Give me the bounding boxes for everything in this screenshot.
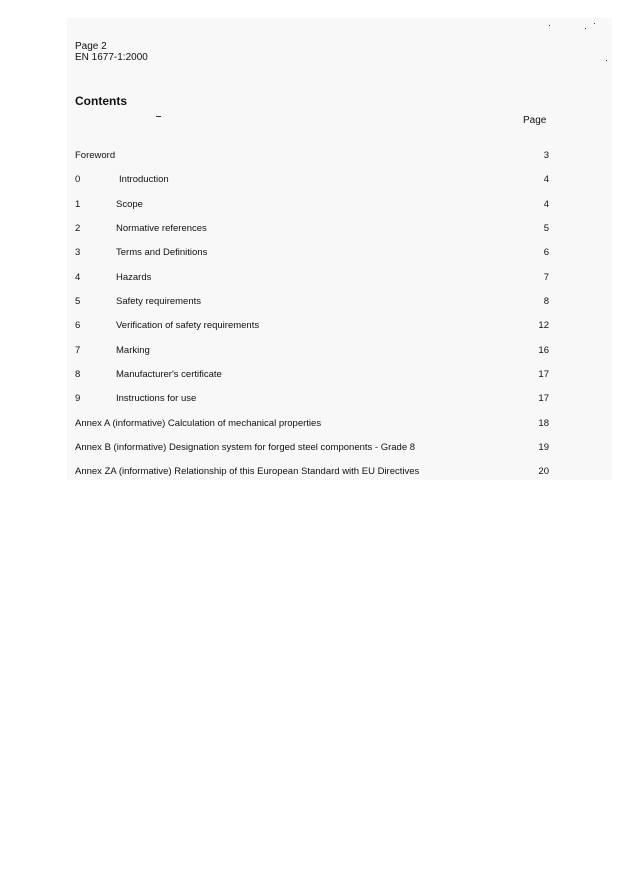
scan-speck bbox=[606, 60, 607, 61]
scan-speck bbox=[156, 116, 161, 117]
toc-label: Introduction bbox=[119, 174, 169, 185]
toc-page: 4 bbox=[543, 199, 549, 210]
toc-row[interactable] bbox=[0, 369, 618, 383]
toc-page: 17 bbox=[538, 369, 549, 380]
toc-page: 3 bbox=[543, 150, 549, 161]
toc-row[interactable] bbox=[0, 466, 618, 480]
toc-label: Annex A (informative) Calculation of mechanical properties bbox=[75, 418, 322, 429]
toc-row[interactable] bbox=[0, 247, 618, 261]
toc-label: Terms and Definitions bbox=[116, 247, 208, 258]
toc-page: 12 bbox=[538, 320, 549, 331]
toc-page: 20 bbox=[538, 466, 549, 477]
toc-row[interactable] bbox=[0, 442, 618, 456]
toc-row[interactable] bbox=[0, 296, 618, 310]
standard-number: EN 1677-1:2000 bbox=[75, 52, 148, 63]
toc-row[interactable] bbox=[0, 223, 618, 237]
toc-label: Annex ZA (informative) Relationship of this European Standard with EU Directives bbox=[75, 466, 420, 477]
toc-page: 16 bbox=[538, 345, 549, 356]
toc-number: 2 bbox=[75, 223, 81, 234]
toc-row[interactable] bbox=[0, 272, 618, 286]
toc-label: Instructions for use bbox=[116, 393, 197, 404]
toc-label: Manufacturer's certificate bbox=[116, 369, 222, 380]
toc-label: Normative references bbox=[116, 223, 207, 234]
toc-number: 6 bbox=[75, 320, 81, 331]
toc-number: 0 bbox=[75, 174, 81, 185]
toc-label: Verification of safety requirements bbox=[116, 320, 260, 331]
toc-label: Foreword bbox=[75, 150, 116, 161]
toc-page: 19 bbox=[538, 442, 549, 453]
toc-row[interactable] bbox=[0, 393, 618, 407]
toc-row[interactable] bbox=[0, 199, 618, 213]
page-header bbox=[75, 41, 148, 63]
scan-speck bbox=[585, 28, 586, 29]
toc-number: 9 bbox=[75, 393, 81, 404]
toc-page: 18 bbox=[538, 418, 549, 429]
toc-row[interactable] bbox=[0, 418, 618, 432]
toc-number: 5 bbox=[75, 296, 81, 307]
toc-page: 7 bbox=[543, 272, 549, 283]
page-title: Contents bbox=[75, 94, 127, 108]
scan-speck bbox=[594, 23, 595, 24]
toc-label: Safety requirements bbox=[116, 296, 202, 307]
toc-row[interactable] bbox=[0, 345, 618, 359]
toc-row[interactable] bbox=[0, 150, 618, 164]
toc-page: 17 bbox=[538, 393, 549, 404]
toc-page: 8 bbox=[543, 296, 549, 307]
toc-label: Marking bbox=[116, 345, 150, 356]
toc-label: Hazards bbox=[116, 272, 152, 283]
toc-number: 3 bbox=[75, 247, 81, 258]
toc-row[interactable] bbox=[0, 320, 618, 334]
toc-number: 7 bbox=[75, 345, 81, 356]
toc-page: 4 bbox=[543, 174, 549, 185]
scan-speck bbox=[549, 25, 550, 26]
toc-number: 1 bbox=[75, 199, 81, 210]
toc-number: 8 bbox=[75, 369, 81, 380]
toc-page: 6 bbox=[543, 247, 549, 258]
page-column-header: Page bbox=[523, 115, 547, 126]
page-label: Page 2 bbox=[75, 41, 107, 52]
toc-page: 5 bbox=[543, 223, 549, 234]
toc-label: Annex B (informative) Designation system for forged steel components - Grade 8 bbox=[75, 442, 416, 453]
toc-row[interactable] bbox=[0, 174, 618, 188]
toc-label: Scope bbox=[116, 199, 143, 210]
toc-number: 4 bbox=[75, 272, 81, 283]
